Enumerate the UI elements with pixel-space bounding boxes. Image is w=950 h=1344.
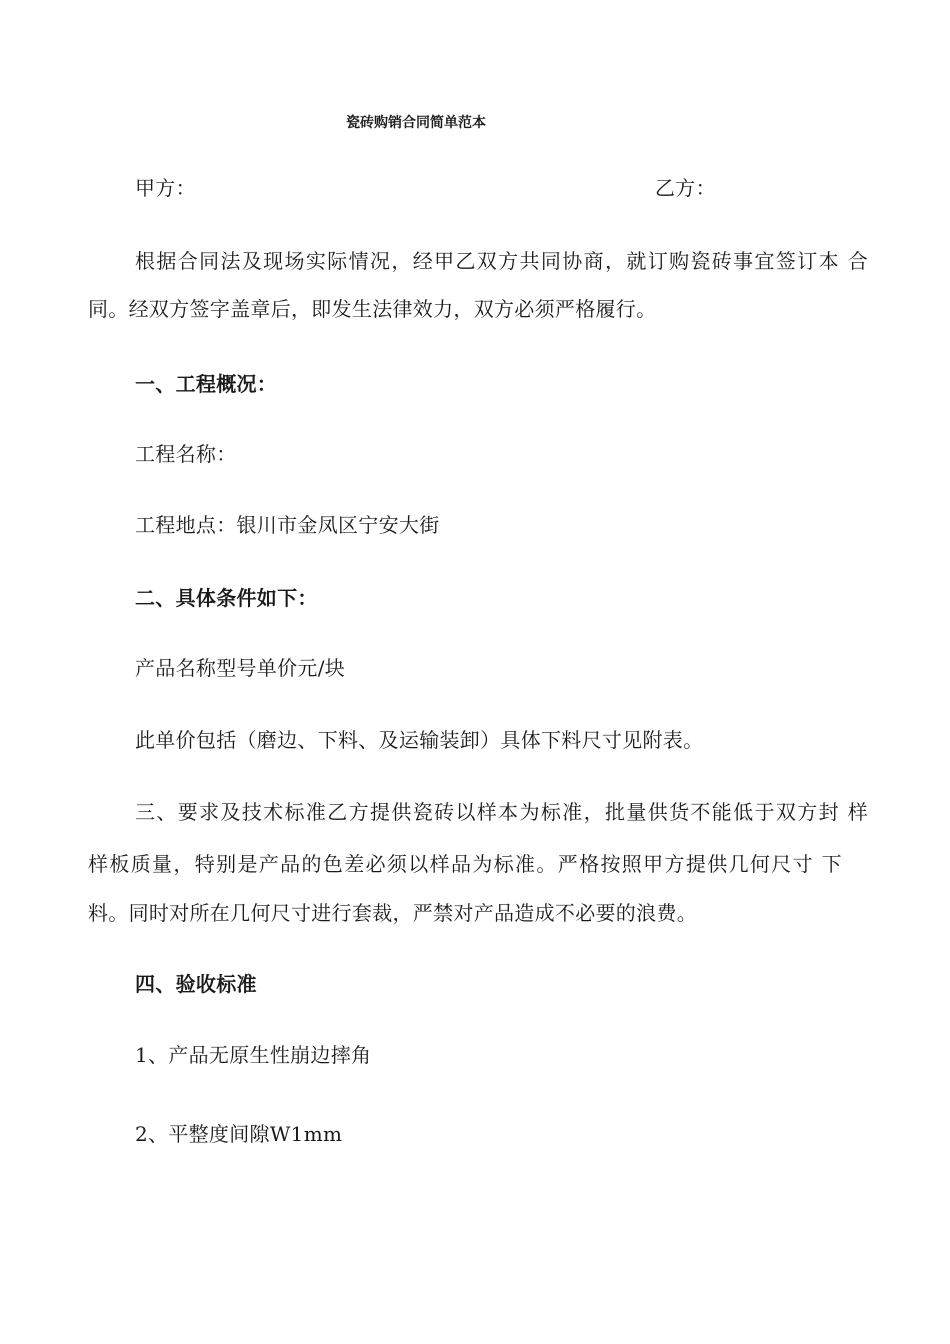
party-b-label: 乙方： [655,176,716,200]
section-3-line-3: 料。同时对所在几何尺寸进行套裁，严禁对产品造成不必要的浪费。 [88,901,697,925]
intro-line-2: 同。经双方签字盖章后，即发生法律效力，双方必须严格履行。 [88,297,657,321]
price-note: 此单价包括（磨边、下料、及运输装卸）具体下料尺寸见附表。 [135,728,704,752]
document-title: 瓷砖购销合同简单范本 [346,115,486,131]
project-name-field: 工程名称： [135,442,237,466]
party-a-label: 甲方： [135,176,196,200]
acceptance-item-2: 2、平整度间隙W1mm [135,1122,343,1146]
intro-line-1: 根据合同法及现场实际情况，经甲乙双方共同协商，就订购瓷砖事宜签订本 合 [135,249,868,273]
project-location-field: 工程地点：银川市金凤区宁安大街 [135,513,440,537]
section-2-heading: 二、具体条件如下： [135,586,318,610]
acceptance-item-1: 1、产品无原生性崩边摔角 [135,1043,372,1067]
product-line: 产品名称型号单价元/块 [135,656,346,680]
section-1-heading: 一、工程概况： [135,372,278,396]
section-4-heading: 四、验收标准 [135,972,257,996]
section-3-line-1: 三、要求及技术标准乙方提供瓷砖以样本为标准，批量供货不能低于双方封 样 [135,800,868,824]
section-3-line-2: 样板质量，特别是产品的色差必须以样品为标准。严格按照甲方提供几何尺寸 下 [88,852,842,876]
